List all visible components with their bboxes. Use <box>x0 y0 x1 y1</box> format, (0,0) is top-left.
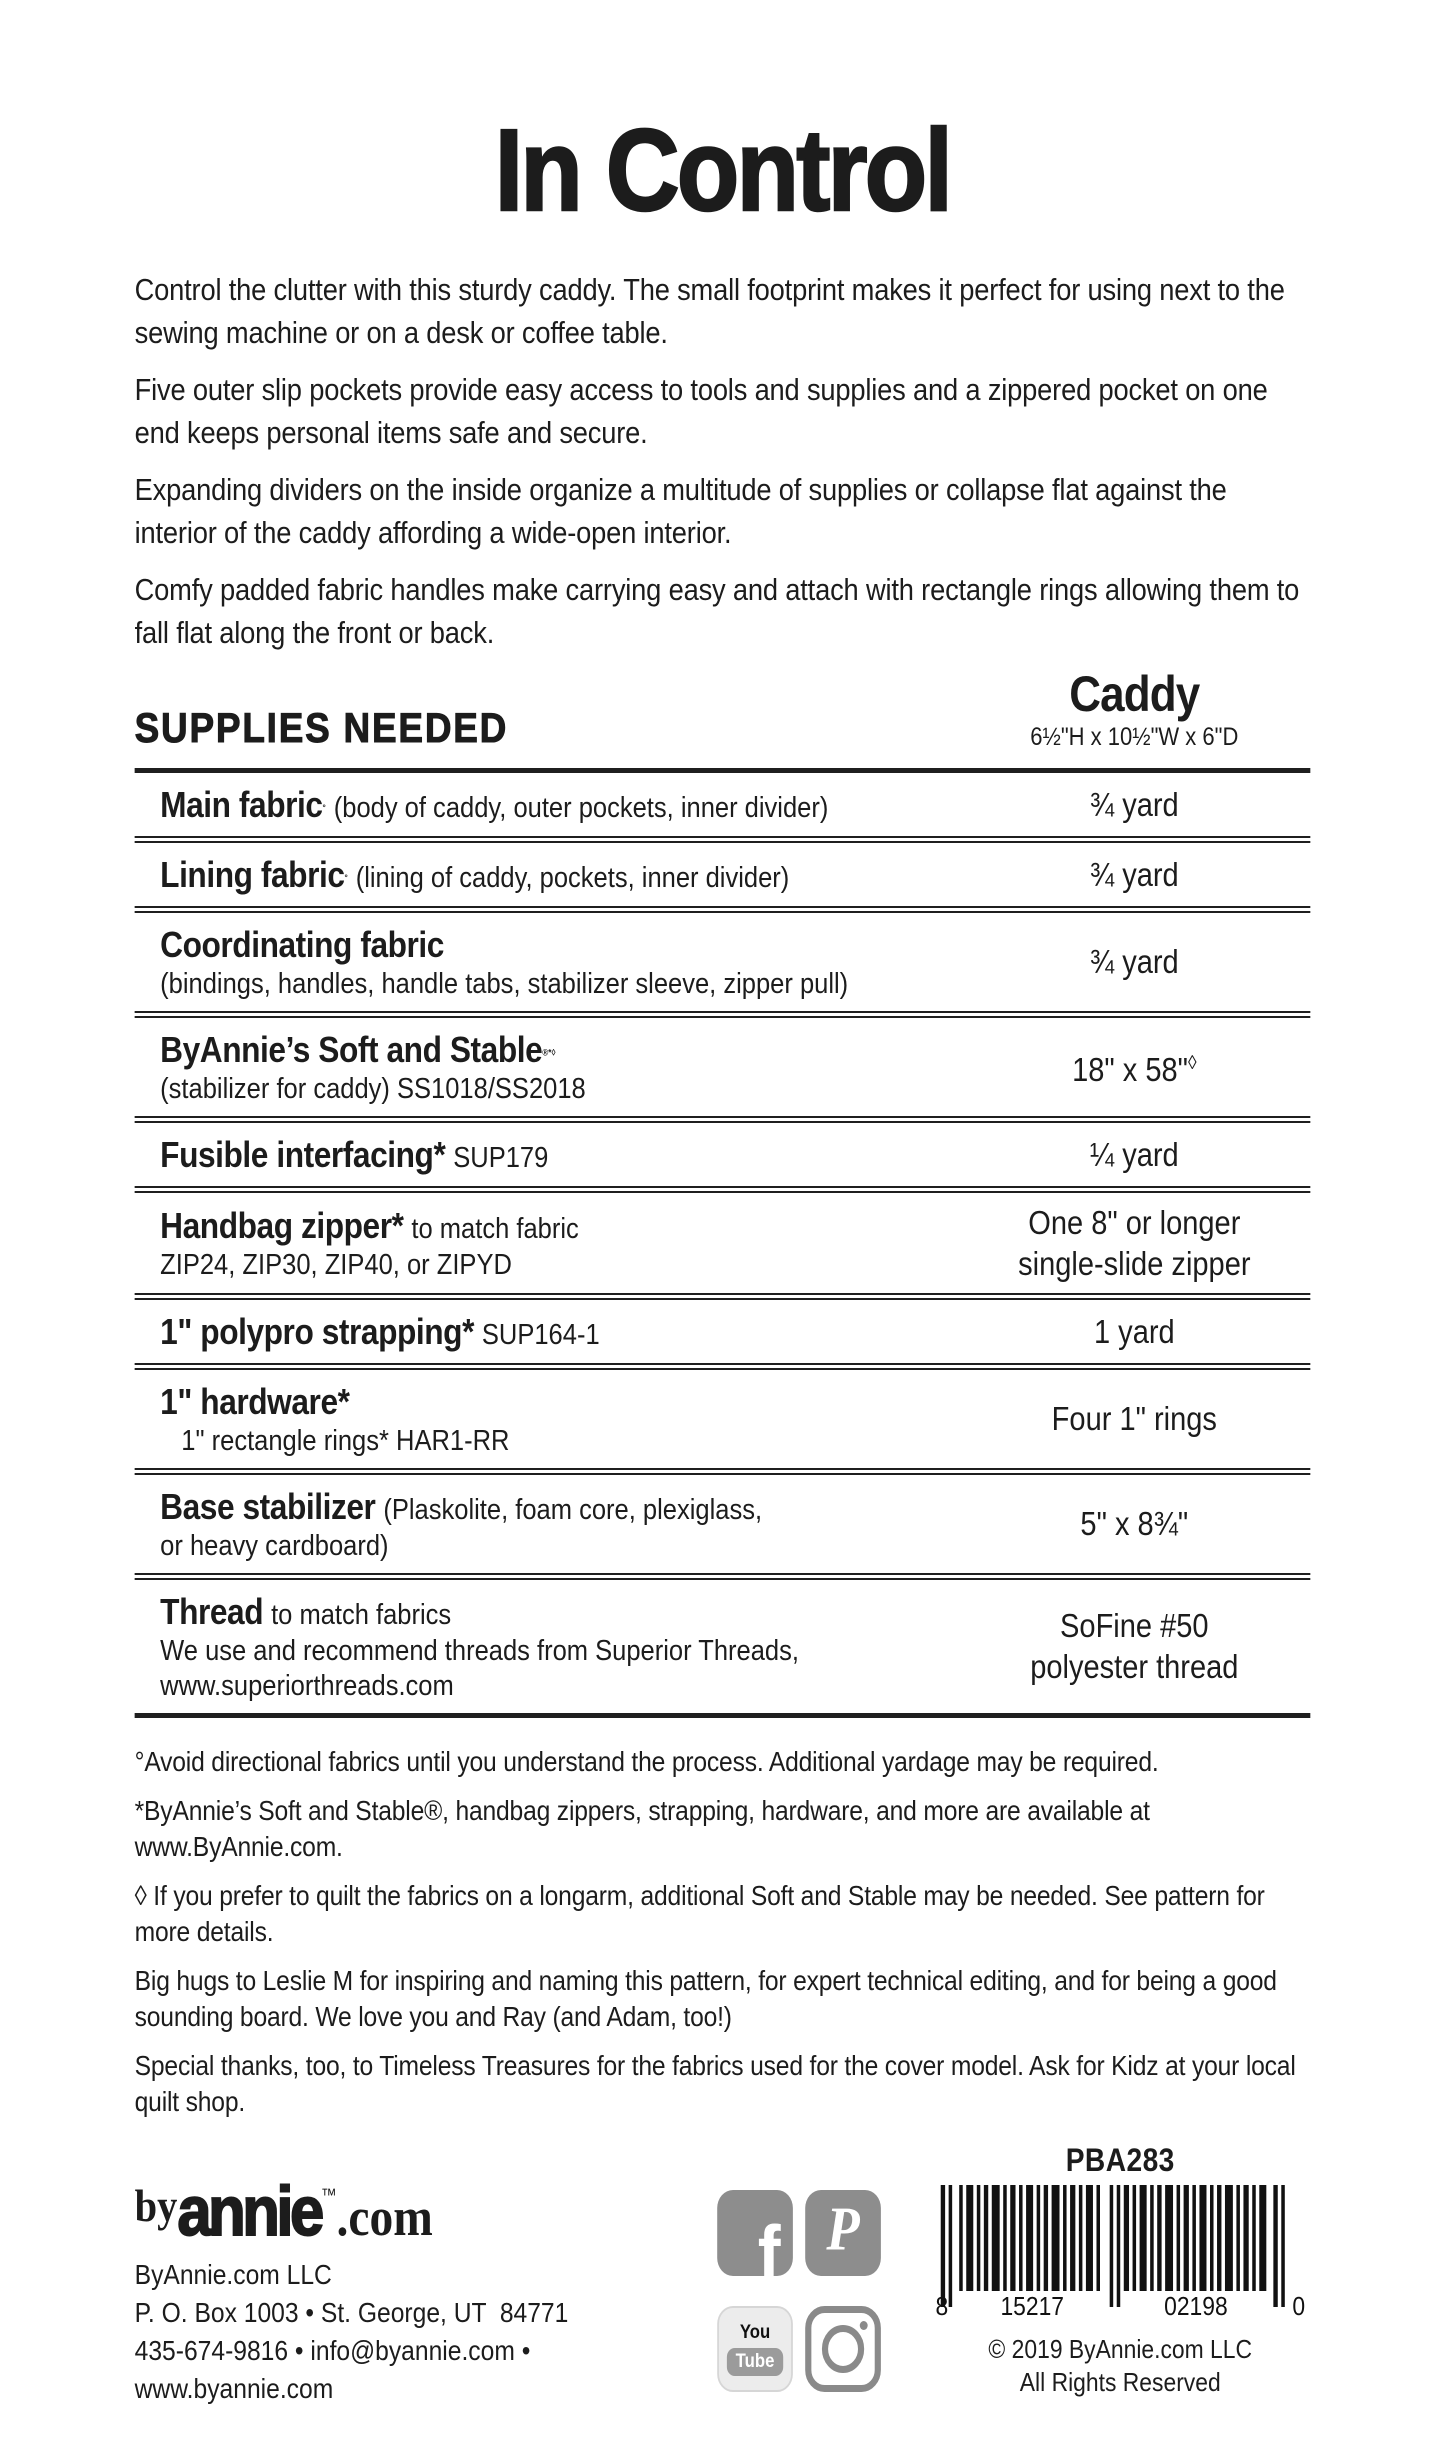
row-name: Base stabilizer <box>160 1485 376 1527</box>
quantity-cell: 5" x 8¾" <box>1080 1505 1189 1542</box>
footnote: *ByAnnie’s Soft and Stable®, handbag zippers, strapping, hardware, and more are available at www.ByAnnie.com. <box>134 1794 1150 1862</box>
table-row-soft-and-stable <box>135 1018 1311 1123</box>
row-detail: to match fabrics <box>271 1598 452 1631</box>
row-name: Thread <box>160 1590 264 1632</box>
table-row-coordinating-fabric <box>135 913 1311 1018</box>
row-subdetail: or heavy cardboard) <box>160 1529 389 1562</box>
row-detail: (lining of caddy, pockets, inner divider) <box>355 861 790 894</box>
social-icons <box>717 2190 881 2408</box>
row-name: 1" polypro strapping* <box>160 1310 474 1352</box>
facebook-icon: f <box>717 2190 793 2276</box>
footer <box>135 2142 1311 2408</box>
row-name: Fusible interfacing* <box>160 1133 446 1175</box>
row-footnote-marker: ° <box>322 802 326 813</box>
footnote: ◊ If you prefer to quilt the fabrics on a longarm, additional Soft and Stable may be needed. See pattern for more details. <box>134 1879 1265 1947</box>
quantity-cell: 18" x 58"◊ <box>1072 1051 1197 1088</box>
acknowledgement: Big hugs to Leslie M for inspiring and naming this pattern, for expert technical editing, and for being a good sounding board. We love you and Ray (and Adam, too!) <box>134 1964 1277 2032</box>
intro-paragraph: Five outer slip pockets provide easy access to tools and supplies and a zippered pocket on one end keeps personal items safe and secure. <box>134 372 1268 450</box>
row-name: Lining fabric <box>160 853 345 895</box>
copyright-line: © 2019 ByAnnie.com LLC <box>988 2333 1253 2364</box>
instagram-icon <box>805 2306 881 2392</box>
supplies-header <box>135 668 1311 752</box>
trademark-symbol: ™ <box>320 2184 337 2205</box>
intro-section <box>135 268 1311 654</box>
address-line: P. O. Box 1003 • St. George, UT 84771 <box>134 2296 569 2328</box>
row-footnote-marker: ®*◊ <box>542 1047 556 1058</box>
row-subdetail: ZIP24, ZIP30, ZIP40, or ZIPYD <box>160 1248 512 1281</box>
row-subdetail: 1" rectangle rings* HAR1-RR <box>181 1424 510 1457</box>
pinterest-icon: P <box>805 2190 881 2276</box>
row-name: Main fabric <box>160 783 323 825</box>
table-row-main-fabric <box>135 773 1311 843</box>
row-name: Handbag zipper* <box>160 1204 404 1246</box>
page-title: In Control <box>494 105 951 235</box>
barcode-digits-right: 02198 <box>1164 2292 1228 2321</box>
row-footnote-marker: ° <box>344 872 348 883</box>
row-subdetail: We use and recommend threads from Superior Threads, <box>160 1634 799 1667</box>
intro-paragraph: Expanding dividers on the inside organize a multitude of supplies or collapse flat against the interior of the caddy affording a wide-open interior. <box>134 472 1227 550</box>
row-detail: to match fabric <box>411 1212 579 1245</box>
footnote: °Avoid directional fabrics until you understand the process. Additional yardage may be required. <box>134 1745 1159 1777</box>
table-row-hardware <box>135 1370 1311 1475</box>
quantity-cell: 1 yard <box>1093 1312 1175 1350</box>
barcode-digit-lead: 8 <box>935 2292 949 2321</box>
row-detail: SUP164-1 <box>481 1318 600 1351</box>
footnotes-section <box>135 1744 1311 2120</box>
quantity-cell: Four 1" rings <box>1051 1400 1217 1437</box>
contact-line: 435-674-9816 • info@byannie.com • www.byannie.com <box>134 2334 538 2404</box>
acknowledgement: Special thanks, too, to Timeless Treasures for the fabrics used for the cover model. Ask for Kidz at your local quilt shop. <box>134 2049 1296 2117</box>
barcode-block <box>930 2142 1310 2408</box>
row-name: 1" hardware* <box>160 1380 350 1422</box>
row-detail: SUP179 <box>453 1141 549 1174</box>
intro-paragraph: Comfy padded fabric handles make carrying easy and attach with rectangle rings allowing them to fall flat along the front or back. <box>134 572 1300 650</box>
publisher-block <box>134 2171 718 2408</box>
barcode-digit-trail: 0 <box>1292 2292 1306 2321</box>
row-subdetail: (bindings, handles, handle tabs, stabilizer sleeve, zipper pull) <box>160 967 849 1000</box>
row-detail: (Plaskolite, foam core, plexiglass, <box>383 1493 763 1526</box>
quantity-cell: ¼ yard <box>1089 1135 1179 1173</box>
caddy-column-header <box>958 668 1310 752</box>
intro-paragraph: Control the clutter with this sturdy caddy. The small footprint makes it perfect for using next to the sewing machine or on a desk or coffee table. <box>134 272 1285 350</box>
table-row-lining-fabric <box>135 843 1311 913</box>
byannie-logo: byannie™.com <box>134 2171 433 2250</box>
upc-barcode <box>935 2183 1305 2333</box>
caddy-dimensions: 6½"H x 10½"W x 6"D <box>1030 722 1239 751</box>
product-code: PBA283 <box>1065 2141 1175 2178</box>
caddy-column-title: Caddy <box>1069 666 1200 722</box>
youtube-icon: You Tube <box>717 2306 793 2392</box>
rights-line: All Rights Reserved <box>1019 2366 1221 2397</box>
supplies-table <box>135 768 1311 1718</box>
barcode-digits-left: 15217 <box>1000 2292 1065 2321</box>
table-row-thread <box>135 1580 1311 1713</box>
row-name: Coordinating fabric <box>160 923 444 965</box>
row-detail: (body of caddy, outer pockets, inner divider) <box>333 791 829 824</box>
supplies-heading: SUPPLIES NEEDED <box>134 703 509 751</box>
table-row-base-stabilizer <box>135 1475 1311 1580</box>
quantity-cell: SoFine #50 polyester thread <box>1030 1607 1239 1685</box>
row-name: ByAnnie’s Soft and Stable <box>160 1028 543 1070</box>
company-name: ByAnnie.com LLC <box>134 2258 332 2290</box>
table-row-fusible-interfacing <box>135 1123 1311 1193</box>
row-subdetail: (stabilizer for caddy) SS1018/SS2018 <box>160 1072 586 1105</box>
quantity-cell: ¾ yard <box>1089 785 1179 823</box>
table-row-handbag-zipper <box>135 1193 1311 1300</box>
quantity-cell: ¾ yard <box>1089 855 1179 893</box>
quantity-cell: ¾ yard <box>1089 943 1179 980</box>
row-subdetail: www.superiorthreads.com <box>160 1669 454 1702</box>
table-row-polypro-strapping <box>135 1300 1311 1370</box>
quantity-cell: One 8" or longer single-slide zipper <box>1018 1203 1251 1282</box>
